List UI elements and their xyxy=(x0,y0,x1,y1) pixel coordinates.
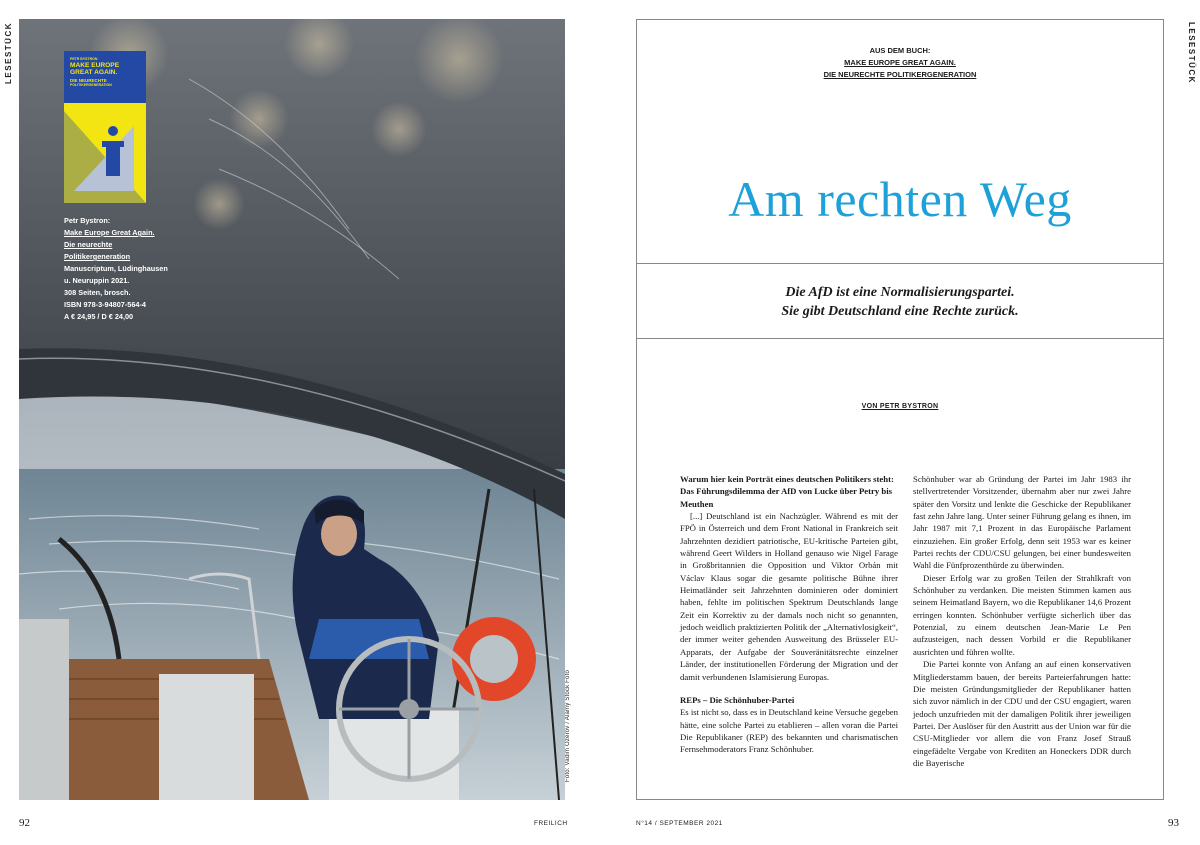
book-cover xyxy=(64,51,146,203)
cover-title-line1: MAKE EUROPE xyxy=(70,62,120,69)
photo-credit: Foto: Vadim Ozerov / Alamy Stock Foto xyxy=(565,670,571,782)
book-info-pages: 308 Seiten, brosch. xyxy=(64,288,131,297)
kicker xyxy=(636,45,1164,81)
book-info-author: Petr Bystron: xyxy=(64,216,111,225)
book-info-isbn: ISBN 978-3-94807-564-4 xyxy=(64,300,146,309)
kicker-line3: DIE NEURECHTE POLITIKERGENERATION xyxy=(823,70,977,79)
cover-subtitle-line1: DIE NEURECHTE xyxy=(70,78,107,83)
issue-info: N°14 / SEPTEMBER 2021 xyxy=(636,820,723,827)
byline: VON PETR BYSTRON xyxy=(861,403,939,410)
lede-line1: Die AfD ist eine Normalisierungspartei. xyxy=(785,285,1015,300)
section-heading-1: Warum hier kein Porträt eines deutschen Politikers steht: Das Führungsdilemma der AfD von Lucke über Petry bis Meuthen xyxy=(680,474,894,509)
section-label-right: LESESTÜCK xyxy=(1187,22,1196,84)
cover-title-line2: GREAT AGAIN. xyxy=(70,69,118,76)
article-photo xyxy=(19,19,565,800)
podium-illustration-icon xyxy=(64,51,146,203)
page-number-right: 93 xyxy=(1168,817,1179,829)
article-column-2 xyxy=(913,473,1131,769)
lede-line2: Sie gibt Deutschland eine Rechte zurück. xyxy=(781,304,1019,319)
magazine-name: FREILICH xyxy=(534,820,568,827)
book-info-publisher2: u. Neuruppin 2021. xyxy=(64,276,130,285)
cover-subtitle-line2: POLITIKERGENERATION xyxy=(70,83,112,87)
kicker-line1: AUS DEM BUCH: xyxy=(869,46,931,55)
kicker-line2: MAKE EUROPE GREAT AGAIN. xyxy=(844,58,956,67)
page-number-left: 92 xyxy=(19,817,30,829)
book-info-price: A € 24,95 / D € 24,00 xyxy=(64,312,134,321)
section-label-left: LESESTÜCK xyxy=(4,22,13,84)
paragraph-3: Schönhuber war ab Gründung der Partei im Jahr 1983 ihr stellvertretender Vorsitzender, übernahm aber nur zwei Jahre später den Vorsitz und lenkte die Geschicke der Republikaner fast zehn Jahre lang. Unter seiner Führung gelang es ihnen, im Jahr 1987 mit 7,1 Prozent in das Europäische Parlament einzuziehen. Ein großer Erfolg, denn seit 1953 war es keiner Partei rechts der CDU/CSU gelungen, bei einer bundesweiten Wahl die Fünfprozenthürde zu überwinden. xyxy=(913,474,1131,571)
article-title: Am rechten Weg xyxy=(728,171,1072,227)
divider-top xyxy=(636,263,1164,264)
book-info-title2: Die neurechte xyxy=(64,240,113,249)
paragraph-5: Die Partei konnte von Anfang an auf einen konservativen Mitgliederstamm bauen, der bereits Parteierfahrungen hatte: Die meisten Gründungsmitglieder der Republikaner hatten sich zuvor nämlich in der CDU und der CSU engagiert, waren jedoch unzufrieden mit der damaligen Politik ihrer jeweiligen Partei. Der Auslöser für den Austritt aus der Union war für die CSU-Mitglieder vor allem die von Franz Josef Strauß eingefädelte Vergabe von Krediten an Honeckers DDR durch die Bayerische xyxy=(913,659,1131,768)
book-info-title3: Politikergeneration xyxy=(64,252,131,261)
article-lede xyxy=(636,283,1164,321)
paragraph-2: Es ist nicht so, dass es in Deutschland keine Versuche gegeben hätte, eine solche Partei zu etablieren – allen voran die Partei Die Republikaner (REP) des bekannten und charismatischen Fernsehmoderators Franz Schönhuber. xyxy=(680,707,898,755)
article-column-1 xyxy=(680,473,898,756)
book-info xyxy=(64,215,174,323)
section-heading-2: REPs – Die Schönhuber-Partei xyxy=(680,694,795,705)
paragraph-1: [...] Deutschland ist ein Nachzügler. Während es mit der FPÖ in Österreich und dem Front National in Frankreich seit Jahrzehnten dezidiert patriotische, EU-kritische Parteien gibt, während Geert Wilders in Holland genauso wie Nigel Farage in Großbritannien die Opposition und Viktor Orbán mit Václav Klaus sogar die gesamte politische Bühne ihrer Heimatländer seit Jahrzehnten dominieren oder dominiert haben, fehlte im politischen Spektrum Deutschlands lange Zeit ein Korrektiv zu der damals noch nicht so genannten, jedoch weidlich praktizierten Politik der „Alternativlosigkeit“, der immer weiter gehenden Ausweitung des Brüsseler EU-Apparats, der Aufgabe der Souveränitätsrechte einzelner Länder, der institutionellen Förderung der Migration und der damit verbundenen Islamisierung Europas. xyxy=(680,511,898,682)
cover-author: PETR BYSTRON xyxy=(70,57,98,61)
paragraph-4: Dieser Erfolg war zu großen Teilen der Strahlkraft von Schönhuber zu verdanken. Die meisten Stimmen kamen aus seinem Heimatland Bayern, wo die Republikaner 14,6 Prozent erringen konnten. Schönhuber verfügte sicherlich über das Potenzial, zu einem deutschen Jean-Marie Le Pen aufzusteigen, nach dessen Vorbild er die Republikaner ausrichten und führen wollte. xyxy=(913,572,1131,657)
book-info-title1: Make Europe Great Again. xyxy=(64,228,155,237)
divider-bottom xyxy=(636,338,1164,339)
book-info-publisher1: Manuscriptum, Lüdinghausen xyxy=(64,264,168,273)
